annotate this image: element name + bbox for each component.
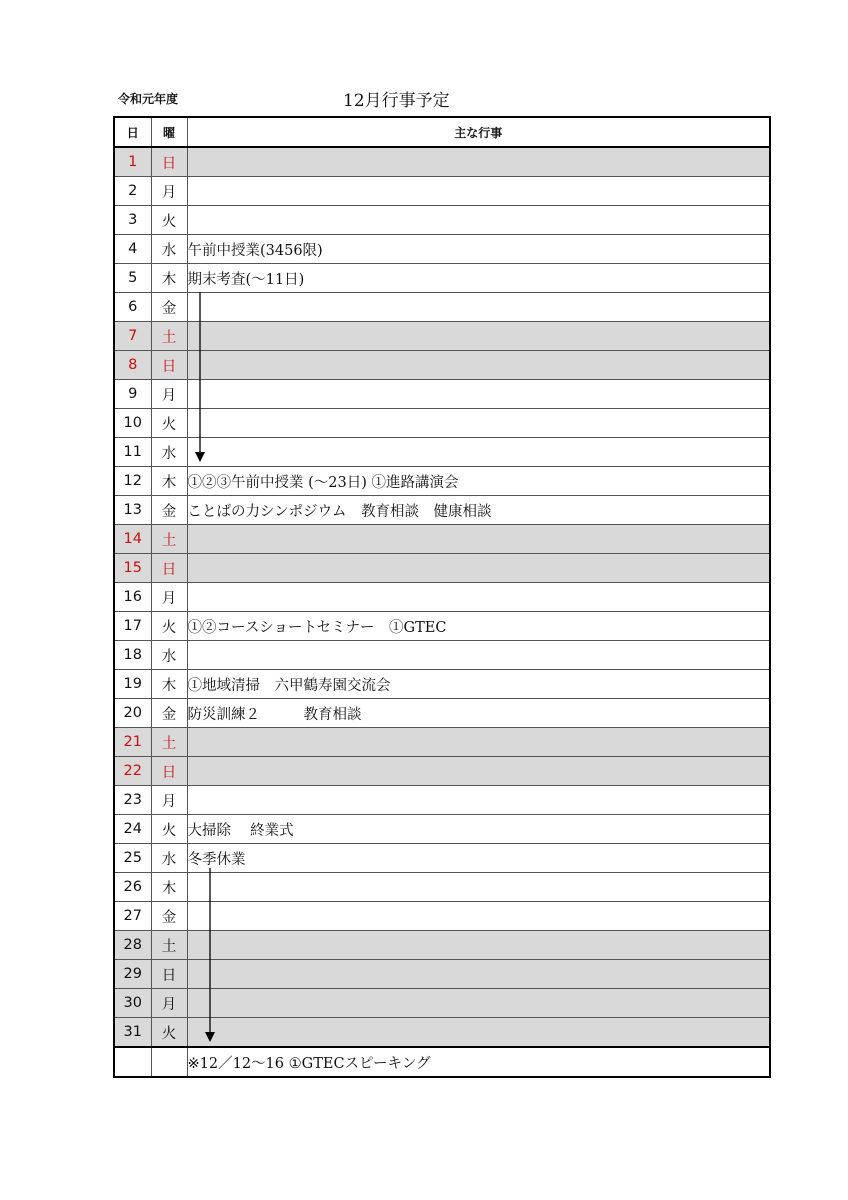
exam-period-arrow — [194, 292, 206, 464]
day-cell: 30 — [114, 989, 151, 1018]
event-cell: 冬季休業 — [187, 844, 770, 873]
day-column-header: 日 — [114, 117, 151, 147]
weekday-cell: 金 — [151, 496, 187, 525]
table-row — [114, 641, 770, 670]
day-cell: 27 — [114, 902, 151, 931]
event-cell — [187, 1018, 770, 1048]
event-cell — [187, 757, 770, 786]
event-cell — [187, 989, 770, 1018]
fiscal-year-label: 令和元年度 — [118, 92, 179, 106]
weekday-cell: 金 — [151, 902, 187, 931]
weekday-cell: 月 — [151, 989, 187, 1018]
event-cell: 期末考査(～11日) — [187, 264, 770, 293]
weekday-column-header: 曜 — [151, 117, 187, 147]
day-cell: 6 — [114, 293, 151, 322]
event-cell: 大掃除 終業式 — [187, 815, 770, 844]
weekday-cell: 木 — [151, 670, 187, 699]
day-cell: 24 — [114, 815, 151, 844]
table-row — [114, 496, 770, 525]
weekday-cell: 火 — [151, 815, 187, 844]
day-cell: 20 — [114, 699, 151, 728]
table-row — [114, 728, 770, 757]
event-cell — [187, 873, 770, 902]
weekday-cell: 火 — [151, 409, 187, 438]
weekday-cell: 土 — [151, 931, 187, 960]
event-cell — [187, 177, 770, 206]
weekday-cell: 月 — [151, 380, 187, 409]
day-cell: 28 — [114, 931, 151, 960]
table-row — [114, 525, 770, 554]
day-cell: 8 — [114, 351, 151, 380]
weekday-cell: 月 — [151, 583, 187, 612]
weekday-cell: 木 — [151, 467, 187, 496]
event-cell — [187, 147, 770, 177]
footnote-empty-cell — [151, 1047, 187, 1077]
table-row — [114, 147, 770, 177]
event-cell: ①地域清掃 六甲鶴寿園交流会 — [187, 670, 770, 699]
table-row — [114, 438, 770, 467]
event-cell: ①②コースショートセミナー ①GTEC — [187, 612, 770, 641]
day-cell: 9 — [114, 380, 151, 409]
event-cell — [187, 322, 770, 351]
event-cell — [187, 206, 770, 235]
day-cell: 21 — [114, 728, 151, 757]
event-cell — [187, 525, 770, 554]
event-cell: ことばの力シンポジウム 教育相談 健康相談 — [187, 496, 770, 525]
weekday-cell: 日 — [151, 351, 187, 380]
day-cell: 14 — [114, 525, 151, 554]
table-row — [114, 467, 770, 496]
weekday-cell: 火 — [151, 1018, 187, 1048]
table-row — [114, 235, 770, 264]
day-cell: 4 — [114, 235, 151, 264]
event-cell — [187, 786, 770, 815]
event-cell — [187, 931, 770, 960]
day-cell: 2 — [114, 177, 151, 206]
day-cell: 1 — [114, 147, 151, 177]
day-cell: 18 — [114, 641, 151, 670]
event-cell — [187, 409, 770, 438]
winter-break-arrow — [204, 868, 216, 1044]
table-row — [114, 815, 770, 844]
weekday-cell: 月 — [151, 177, 187, 206]
event-cell: ①②③午前中授業 (～23日) ①進路講演会 — [187, 467, 770, 496]
event-cell: 防災訓練２ 教育相談 — [187, 699, 770, 728]
day-cell: 12 — [114, 467, 151, 496]
table-row — [114, 351, 770, 380]
footnote-text: ※12／12～16 ①GTECスピーキング — [187, 1047, 770, 1077]
day-cell: 5 — [114, 264, 151, 293]
table-row — [114, 409, 770, 438]
event-cell — [187, 728, 770, 757]
table-row — [114, 699, 770, 728]
weekday-cell: 日 — [151, 554, 187, 583]
event-cell — [187, 380, 770, 409]
table-header-row — [114, 117, 770, 147]
day-cell: 16 — [114, 583, 151, 612]
weekday-cell: 水 — [151, 844, 187, 873]
table-row — [114, 757, 770, 786]
weekday-cell: 月 — [151, 786, 187, 815]
event-cell — [187, 641, 770, 670]
event-cell — [187, 438, 770, 467]
footnote-empty-cell — [114, 1047, 151, 1077]
table-row — [114, 583, 770, 612]
day-cell: 26 — [114, 873, 151, 902]
event-cell — [187, 293, 770, 322]
event-cell — [187, 554, 770, 583]
table-row — [114, 206, 770, 235]
day-cell: 22 — [114, 757, 151, 786]
day-cell: 15 — [114, 554, 151, 583]
table-row — [114, 293, 770, 322]
day-cell: 13 — [114, 496, 151, 525]
day-cell: 23 — [114, 786, 151, 815]
weekday-cell: 日 — [151, 757, 187, 786]
day-cell: 29 — [114, 960, 151, 989]
day-cell: 31 — [114, 1018, 151, 1048]
event-cell — [187, 583, 770, 612]
footnote-row — [114, 1047, 770, 1077]
events-column-header: 主な行事 — [187, 117, 770, 147]
weekday-cell: 金 — [151, 293, 187, 322]
day-cell: 7 — [114, 322, 151, 351]
day-cell: 17 — [114, 612, 151, 641]
weekday-cell: 水 — [151, 438, 187, 467]
table-row — [114, 670, 770, 699]
table-row — [114, 554, 770, 583]
weekday-cell: 木 — [151, 264, 187, 293]
weekday-cell: 土 — [151, 728, 187, 757]
weekday-cell: 水 — [151, 641, 187, 670]
table-row — [114, 380, 770, 409]
weekday-cell: 日 — [151, 147, 187, 177]
table-row — [114, 322, 770, 351]
event-cell — [187, 902, 770, 931]
weekday-cell: 水 — [151, 235, 187, 264]
table-row — [114, 786, 770, 815]
event-cell: 午前中授業(3456限) — [187, 235, 770, 264]
day-cell: 19 — [114, 670, 151, 699]
weekday-cell: 火 — [151, 206, 187, 235]
weekday-cell: 火 — [151, 612, 187, 641]
day-cell: 3 — [114, 206, 151, 235]
day-cell: 10 — [114, 409, 151, 438]
weekday-cell: 土 — [151, 525, 187, 554]
day-cell: 25 — [114, 844, 151, 873]
weekday-cell: 木 — [151, 873, 187, 902]
page-title: 12月行事予定 — [343, 91, 450, 111]
table-row — [114, 264, 770, 293]
weekday-cell: 日 — [151, 960, 187, 989]
table-row — [114, 612, 770, 641]
weekday-cell: 金 — [151, 699, 187, 728]
day-cell: 11 — [114, 438, 151, 467]
table-row — [114, 177, 770, 206]
weekday-cell: 土 — [151, 322, 187, 351]
event-cell — [187, 351, 770, 380]
event-cell — [187, 960, 770, 989]
